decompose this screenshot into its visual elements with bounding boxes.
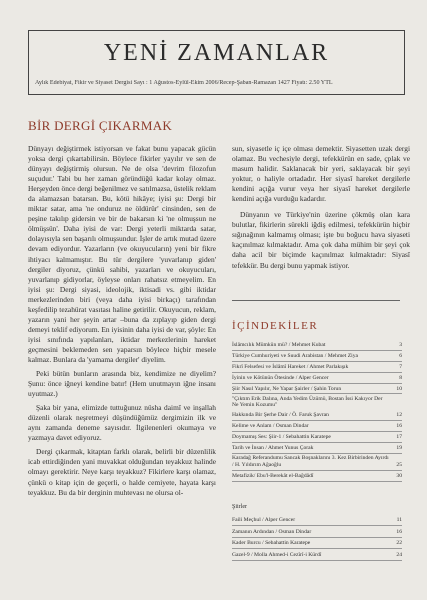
toc-item[interactable] [232,351,402,362]
toc-item-title: Metafizik/ Ebu'l-Berekât el-Bağdâdî [232,472,314,479]
toc-item-title: "Çıktım Erik Dalına, Anda Yedim Üzümü, Bostan İssi Kakıyor Der Ne Yemin Kozumu" [232,395,383,409]
paragraph: Şaka bir yana, elimizde tuttuğunuz nüsha daimî ve inşallah düzenli olarak neşretmeyi düşündüğümüz dergimizin ilk ve aynı zamanda deneme sayısıdır. İlgilenenleri okumaya ve yazmaya davet ediyoruz. [28,403,216,443]
toc-item[interactable] [232,514,402,526]
toc-item[interactable] [232,394,402,410]
toc-item-title: Şiir Nasıl Yapılır, Ne Yapar Şairler / Şahin Torun [232,385,342,392]
table-of-contents [224,300,408,570]
toc-item-title: Türkiye Cumhuriyeti ve Suudi Arabistan / Mehmet Ziya [232,352,358,359]
toc-item-title: İslâmcılık Mümkün mü? / Mehmet Kubat [232,341,326,348]
toc-item[interactable] [232,362,402,373]
magazine-title: YENİ ZAMANLAR [103,40,330,66]
toc-item-title: Fikrî Felsefesi ve İslâmî Hareket / Ahmet Parlakışık [232,363,349,370]
toc-heading: İÇİNDEKİLER [232,320,319,332]
toc-item[interactable] [232,340,402,351]
toc-item[interactable] [232,538,402,550]
toc-item[interactable] [232,373,402,384]
toc-item-page: 30 [396,472,402,479]
toc-item-page: 11 [396,516,402,523]
toc-item-page: 12 [396,412,402,419]
toc-item[interactable] [232,443,402,454]
paragraph: Peki bütün bunların arasında biz, kendimize ne diyelim? Şunu: önce iğneyi kendine batır! (Hem unutmayın iğne insanı uyutmaz.) [28,369,216,399]
paragraph: Dergi çıkarmak, kitaptan farklı olarak, belirli bir düzenlilik icab ettirdiğinden yani muvakkat olduğundan teyakkuz halinde olmayı gerektirir. Neye karşı teyakkuz? Fikirlere karşı olamaz, çünkü o kitap için de geçerli, o halde cemiyete, hayata karşı teyakkuz. Bu da bir derginin muhtevası ne olursa ol- [28,447,216,497]
issue-info: Aylık Edebiyat, Fikir ve Siyaset Dergisi Sayı : 1 Ağustos-Eylül-Ekim 2006/Recep-Şaban-Ramazan 1427 Fiyatı: 2.50 YTL [35,80,333,86]
toc-item-page: 25 [396,461,402,468]
article-column-right [232,144,410,277]
toc-item[interactable] [232,526,402,538]
toc-item[interactable] [232,410,402,421]
toc-item-title: Kelime ve Anlam / Osman Dindar [232,423,309,430]
article-headline: BİR DERGİ ÇIKARMAK [28,118,173,133]
article-column-left [28,144,216,502]
poems-heading: Şiirler [232,504,247,510]
toc-item-page: 7 [399,363,402,370]
toc-item-title: Doymamış Ses: Şiir-1 / Sebahattin Karatepe [232,434,331,441]
toc-item-page: 10 [396,385,402,392]
toc-item[interactable] [232,454,402,471]
toc-item-title: Tarih ve İnsan / Ahmet Yunus Çorak [232,444,314,451]
toc-item-title: Zamanın Ardından / Osman Dindar [232,528,312,535]
toc-item-title: Faili Meçhul / Alper Gencer [232,516,296,523]
paragraph: Dünyayı değiştirmek istiyorsan ve fakat bunu yapacak gücün yoksa dergi çıkartabilirsin. Böylece fikirler yayılır ve sen de dünyayı değiştirmiş olursun. Ne de olsa 'devrim filozofun suçudur.' Tabi bu her zaman göründüğü kadar kolay olmaz. Herşeyden önce dergi beğenilmez ve satılmazsa, üstelik reklam da alamazsan batarsın. Bu, kötü hikâye; iyisi şu: Dergi bir miktar satar, ama 'ne onduruz ne öldürür' cinsinden, sen de peşine takılıp gidersin ve bir de bakarsın ki 'ne olmuşsun ne ölmüşsün'. Daha iyisi de var: Dergi yeterli miktarda satar, dolayısıyla sen başarılı olmuşsundur. İşler de artık mutad üzere devam ediyordur. Yazarların (ve okuyucuların) yeni bir fikre ihtiyacı kalmamıştır. Bu tür dergilere 'yuvarlanıp giden' dergiler diyoruz, çünkü sahibi, yazarları ve okuyucuları, yuvarlanıp gidiyorlar, öyleyse onları rahatsız etmeyelim. En iyisi şu: Dergi siyasi, ideolojik, iktisadi vs. gibi iktidar merkezlerinden biri (veya daha iyisi birkaçı) tarafından keşfedilip tezahürat vasıtası haline getirilir. Okuyucun, reklam, yazarın yani her şeyin artar –buna da zıplayıp giden dergi demeyi teklif ediyorum. En iyisinin daha iyisi de var, şöyle: En iyisi sınıfında yapılanları, iktidar merkezlerinin hareket geçmesini beklemeden sen yaparsın böylece hiçbir mesele kalmaz. Bunlara da 'yamama dergiler' diyelim. [28,144,216,364]
toc-item-page: 16 [396,528,402,535]
toc-item-page: 16 [396,423,402,430]
paragraph: Dünyanın ve Türkiye'nin üzerine çökmüş olan kara bulutlar, fikirlerin sürekli iğdiş edilmesi, tefekkürün hiçbir sığınağının kalmamış olması; işte bu boğucu hava siyaseti kaçınılmaz kılmaktadır. Ama çok daha mühim bir şeyi çok daha acil bir biçimde kaçınılmaz kılmaktadır: Siyasî tefekkür. Bu dergi bunu yapmak istiyor. [232,210,410,270]
toc-item[interactable] [232,421,402,432]
masthead [28,30,405,95]
toc-item-page: 22 [396,540,402,547]
toc-item[interactable] [232,471,402,482]
poems-list [232,514,402,561]
toc-item-page: 19 [396,444,402,451]
toc-item[interactable] [232,549,402,561]
toc-item-title: İyinin ve Kötünün Ötesinde / Alper Gencer [232,374,329,381]
toc-item-page: 24 [396,552,402,559]
paragraph: sun, siyasetle iç içe olması demektir. Siyasetten uzak dergi olamaz. Bu vechesiyle dergi, tefekkürün en sade, çplak ve masum halidir. Saklanacak bir yeri, saklayacak bir şeyi yoktur, o haliyle ortadadır. Her siyasî hareket dergilerle kendini açığa vurur veya her siyasî hareket dergilerle kendini açığa vurduğu kadardır. [232,144,410,204]
toc-item-title: Hakkında Bir Şerhe Dair / Ö. Faruk Şavran [232,412,329,419]
toc-item[interactable] [232,384,402,395]
toc-item-page: 6 [399,352,402,359]
toc-item-page: 3 [399,341,402,348]
toc-item-title: Gazel-9 / Molla Ahmed-i Cezîrî-i Kürdî [232,552,322,559]
toc-list [232,340,402,482]
toc-item-title: Karadağ Referandumu Sancak Boşnaklarını 3. Kez Birbirinden Ayırdı / H. Yıldırım Ağaoğlu [232,455,389,468]
toc-item[interactable] [232,432,402,443]
toc-item-page: 17 [396,434,402,441]
divider [232,300,400,301]
toc-item-page: 8 [399,374,402,381]
toc-item-title: Kader Burcu / Sebahattin Karatepe [232,540,311,547]
